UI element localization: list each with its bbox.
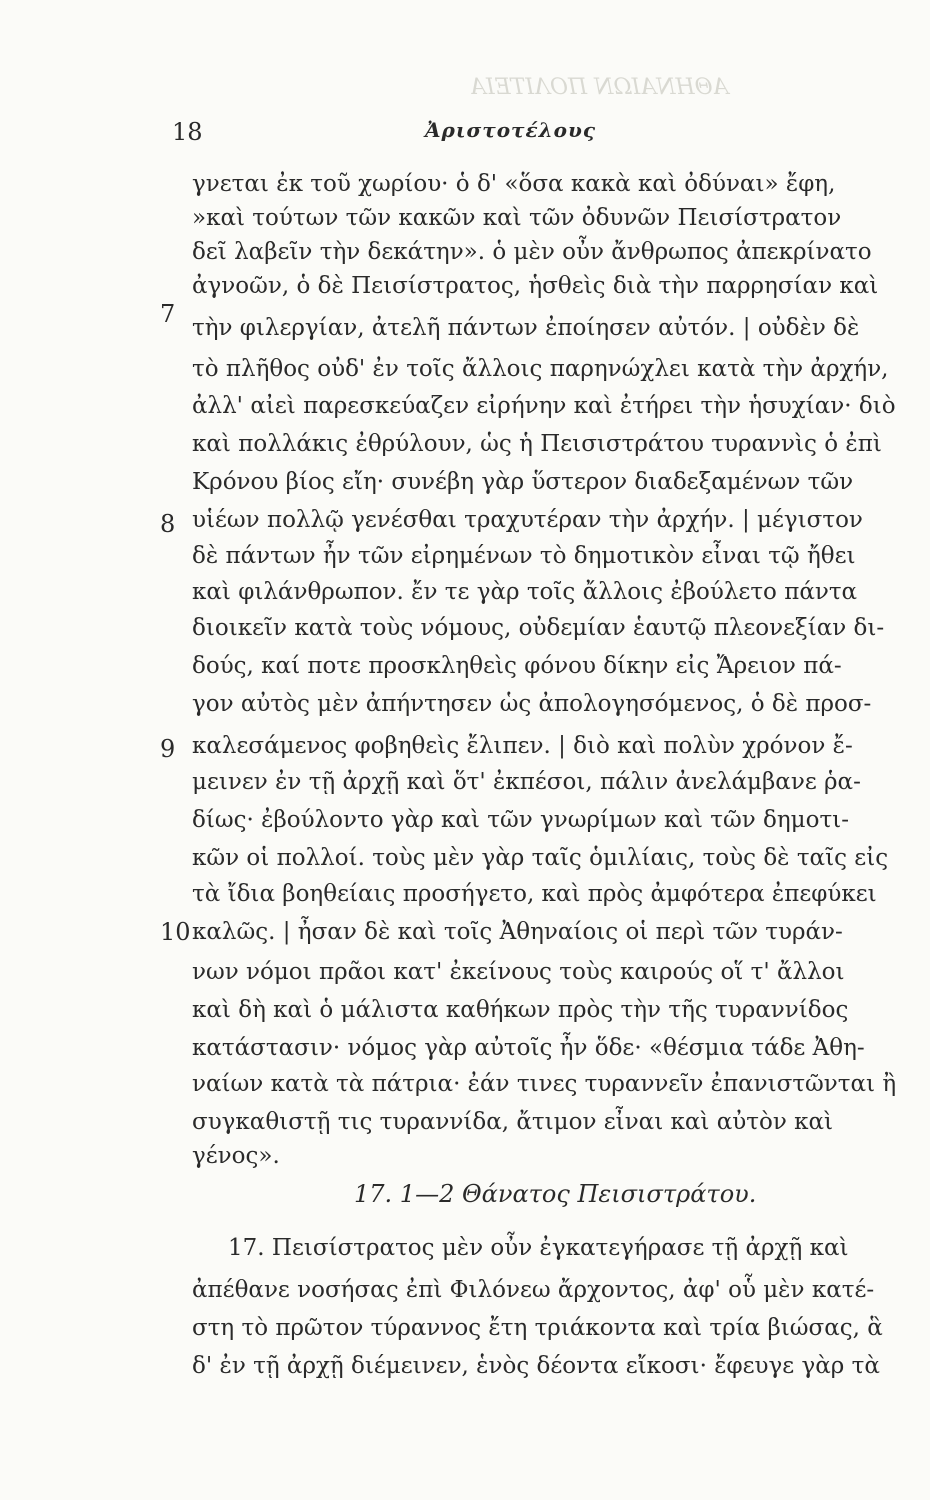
text-line: ναίων κατὰ τὰ πάτρια· ἐάν τινες τυραννεῖν ἐπανιστῶνται ἢ <box>192 1071 897 1097</box>
text-line: γον αὐτὸς μὲν ἀπήντησεν ὡς ἀπολογησόμενος, ὁ δὲ προσ- <box>192 691 872 717</box>
text-line: καὶ φιλάνθρωπον. ἔν τε γὰρ τοῖς ἄλλοις ἐβούλετο πάντα <box>192 579 858 605</box>
margin-number: 8 <box>160 510 176 538</box>
text-line: τὰ ἴδια βοηθείαις προσήγετο, καὶ πρὸς ἀμφότερα ἐπεφύκει <box>192 881 877 907</box>
text-line: δεῖ λαβεῖν τὴν δεκάτην». ὁ μὲν οὖν ἄνθρωπος ἀπεκρίνατο <box>192 239 872 265</box>
text-line: Κρόνου βίος εἴη· συνέβη γὰρ ὕστερον διαδεξαμένων τῶν <box>192 469 854 495</box>
margin-number: 9 <box>160 735 176 763</box>
section-heading: 17. 1—2 Θάνατος Πεισιστράτου. <box>354 1180 757 1208</box>
text-line: συγκαθιστῇ τις τυραννίδα, ἄτιμον εἶναι καὶ αὐτὸν καὶ <box>192 1109 834 1135</box>
text-line: υἱέων πολλῷ γενέσθαι τραχυτέραν τὴν ἀρχήν. | μέγιστον <box>192 507 863 533</box>
text-line: καλεσάμενος φοβηθεὶς ἔλιπεν. | διὸ καὶ πολὺν χρόνον ἔ- <box>192 733 853 759</box>
text-line: νων νόμοι πρᾶοι κατ' ἐκείνους τοὺς καιρούς οἵ τ' ἄλλοι <box>192 959 845 985</box>
text-line: γνεται ἐκ τοῦ χωρίου· ὁ δ' «ὅσα κακὰ καὶ ὀδύναι» ἔφη, <box>192 171 836 197</box>
text-line: ἀγνοῶν, ὁ δὲ Πεισίστρατος, ἡσθεὶς διὰ τὴν παρρησίαν καὶ <box>192 273 879 299</box>
text-line: καὶ πολλάκις ἐθρύλουν, ὡς ἡ Πεισιστράτου τυραννὶς ὁ ἐπὶ <box>192 431 882 457</box>
text-line: δίως· ἐβούλοντο γὰρ καὶ τῶν γνωρίμων καὶ τῶν δημοτι- <box>192 807 849 833</box>
text-line: »καὶ τούτων τῶν κακῶν καὶ τῶν ὀδυνῶν Πεισίστρατον <box>192 205 842 231</box>
text-line: ἀπέθανε νοσήσας ἐπὶ Φιλόνεω ἄρχοντος, ἀφ' οὗ μὲν κατέ- <box>192 1277 875 1303</box>
text-line: καὶ δὴ καὶ ὁ μάλιστα καθήκων πρὸς τὴν τῆς τυραννίδος <box>192 997 849 1023</box>
page-number: 18 <box>172 118 203 146</box>
running-title: Ἀριστοτέλους <box>425 118 597 142</box>
text-line: κῶν οἱ πολλοί. τοὺς μὲν γὰρ ταῖς ὁμιλίαις, τοὺς δὲ ταῖς εἰς <box>192 845 889 871</box>
text-line: γένος». <box>192 1143 280 1169</box>
margin-number: 10 <box>160 918 191 946</box>
text-line: τὸ πλῆθος οὐδ' ἐν τοῖς ἄλλοις παρηνώχλει κατὰ τὴν ἀρχήν, <box>192 356 889 382</box>
text-line: διοικεῖν κατὰ τοὺς νόμους, οὐδεμίαν ἑαυτῷ πλεονεξίαν δι- <box>192 615 885 641</box>
margin-number: 7 <box>160 300 176 328</box>
text-line: τὴν φιλεργίαν, ἀτελῆ πάντων ἐποίησεν αὐτόν. | οὐδὲν δὲ <box>192 315 860 341</box>
text-line: δ' ἐν τῇ ἀρχῇ διέμεινεν, ἑνὸς δέοντα εἴκοσι· ἔφευγε γὰρ τὰ <box>192 1353 880 1379</box>
text-line: μεινεν ἐν τῇ ἀρχῇ καὶ ὅτ' ἐκπέσοι, πάλιν ἀνελάμβανε ῥα- <box>192 769 861 795</box>
text-line: δὲ πάντων ἦν τῶν εἰρημένων τὸ δημοτικὸν εἶναι τῷ ἤθει <box>192 543 856 569</box>
bleed-through-text: ΑΘΗΝΑΙΩΝ ΠΟΛΙΤΕΙΑ <box>470 75 729 100</box>
text-line: καλῶς. | ἦσαν δὲ καὶ τοῖς Ἀθηναίοις οἱ περὶ τῶν τυράν- <box>192 919 843 945</box>
text-line: στη τὸ πρῶτον τύραννος ἔτη τριάκοντα καὶ τρία βιώσας, ἃ <box>192 1315 883 1341</box>
text-line: δούς, καί ποτε προσκληθεὶς φόνου δίκην εἰς Ἄρειον πά- <box>192 653 842 679</box>
text-line: ἀλλ' αἰεὶ παρεσκεύαζεν εἰρήνην καὶ ἐτήρει τὴν ἡσυχίαν· διὸ <box>192 393 896 419</box>
text-line: κατάστασιν· νόμος γὰρ αὐτοῖς ἦν ὅδε· «θέσμια τάδε Ἀθη- <box>192 1035 865 1061</box>
text-line: 17. Πεισίστρατος μὲν οὖν ἐγκατεγήρασε τῇ ἀρχῇ καὶ <box>228 1235 849 1261</box>
